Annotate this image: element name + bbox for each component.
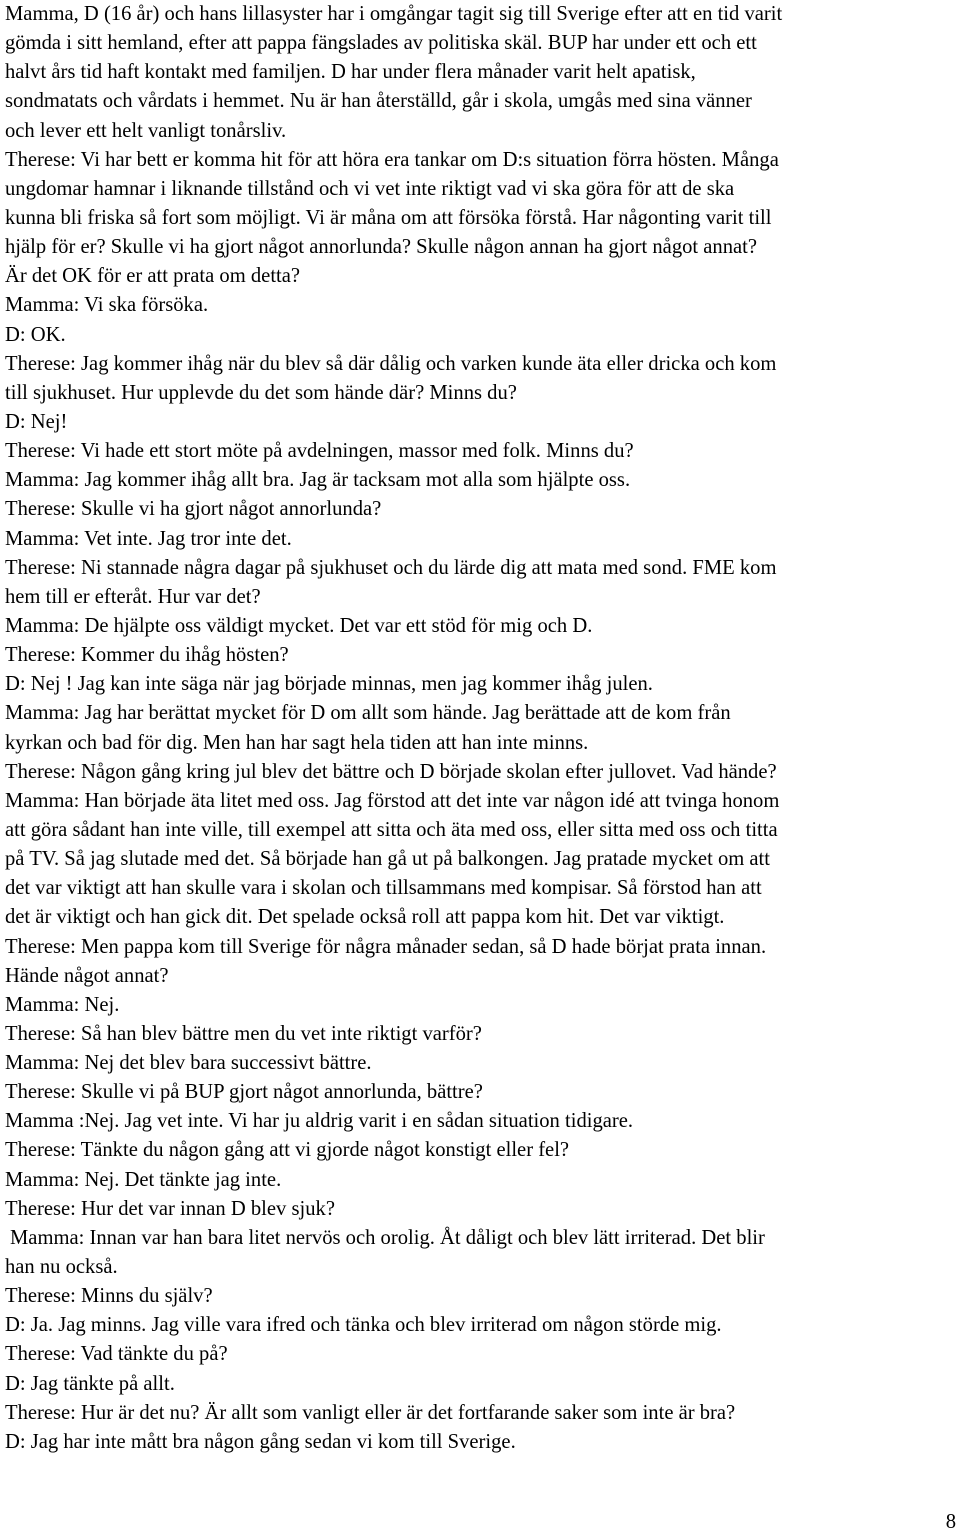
text-line: D: Nej! [5,410,68,433]
text-line: D: Jag har inte mått bra någon gång sedan vi kom till Sverige. [5,1430,516,1453]
text-line: det är viktigt och han gick dit. Det spelade också roll att pappa kom hit. Det var viktigt. [5,906,725,929]
text-line: D: Ja. Jag minns. Jag ville vara ifred och tänka och blev irriterad om någon störde mig. [5,1314,722,1337]
text-line: Therese: Jag kommer ihåg när du blev så där dålig och varken kunde äta eller dricka och kom [5,352,777,375]
text-line: Mamma, D (16 år) och hans lillasyster har i omgångar tagit sig till Sverige efter att en tid varit [5,3,783,25]
text-line: Therese: Vad tänkte du på? [5,1343,228,1366]
page-number: 8 [945,1511,956,1533]
text-line: Therese: Skulle vi på BUP gjort något annorlunda, bättre? [5,1081,483,1104]
text-line: Mamma: De hjälpte oss väldigt mycket. Det var ett stöd för mig och D. [5,614,593,637]
text-line: Therese: Hur det var innan D blev sjuk? [5,1197,335,1220]
text-line: Mamma: Jag kommer ihåg allt bra. Jag är tacksam mot alla som hjälpte oss. [5,469,631,492]
text-line: på TV. Så jag slutade med det. Så började han gå ut på balkongen. Jag pratade mycket om att [5,848,770,871]
text-line: Mamma: Vi ska försöka. [5,294,209,317]
text-line: Therese: Men pappa kom till Sverige för några månader sedan, så D hade börjat prata innan. [5,935,767,958]
text-line: Therese: Vi hade ett stort möte på avdelningen, massor med folk. Minns du? [5,440,634,463]
text-line: Mamma: Nej. [5,993,120,1016]
text-line: halvt års tid haft kontakt med familjen. D har under flera månader varit helt apatisk, [5,61,696,84]
text-line: D: Jag tänkte på allt. [5,1372,175,1395]
text-line: Therese: Ni stannade några dagar på sjukhuset och du lärde dig att mata med sond. FME kom [5,556,777,579]
text-line: Therese: Tänkte du någon gång att vi gjorde något konstigt eller fel? [5,1139,570,1162]
text-line: Therese: Så han blev bättre men du vet inte riktigt varför? [5,1022,482,1045]
text-line: Mamma: Vet inte. Jag tror inte det. [5,527,292,550]
text-line: att göra sådant han inte ville, till exempel att sitta och äta med oss, eller sitta med oss och titta [5,818,778,841]
text-line: Therese: Skulle vi ha gjort något annorlunda? [5,498,382,521]
text-line: det var viktigt att han skulle vara i skolan och tillsammans med kompisar. Så förstod han att [5,877,762,900]
text-line: Mamma: Nej det blev bara successivt bättre. [5,1052,372,1075]
text-line: Mamma: Innan var han bara litet nervös och orolig. Åt dåligt och blev lätt irriterad. Det blir [10,1226,765,1249]
text-line: Mamma: Jag har berättat mycket för D om allt som hände. Jag berättade att de kom från [5,702,731,725]
text-line: Mamma: Han började äta litet med oss. Jag förstod att det inte var någon idé att tvinga honom [5,789,780,812]
text-line: Therese: Kommer du ihåg hösten? [5,644,289,667]
text-line: hem till er efteråt. Hur var det? [5,585,261,608]
text-line: Är det OK för er att prata om detta? [5,265,301,288]
text-line: och lever ett helt vanligt tonårsliv. [5,119,287,142]
text-line: Therese: Vi har bett er komma hit för att höra era tankar om D:s situation förra hösten. Många [5,148,779,171]
text-line: sondmatats och vårdats i hemmet. Nu är han återställd, går i skola, umgås med sina vänner [5,90,752,113]
text-line: han nu också. [5,1256,118,1279]
text-line: kyrkan och bad för dig. Men han har sagt hela tiden att han inte minns. [5,731,589,754]
document-body [5,0,955,1457]
text-line: Mamma: Nej. Det tänkte jag inte. [5,1168,282,1191]
text-line: Therese: Hur är det nu? Är allt som vanligt eller är det fortfarande saker som inte är bra? [5,1401,736,1424]
text-line: ungdomar hamnar i liknande tillstånd och vi vet inte riktigt vad vi ska göra för att de ska [5,177,735,200]
text-line: kunna bli friska så fort som möjligt. Vi är måna om att försöka förstå. Har någonting varit till [5,206,772,229]
text-line: hjälp för er? Skulle vi ha gjort något annorlunda? Skulle någon annan ha gjort något annat? [5,236,758,259]
text-line: Mamma :Nej. Jag vet inte. Vi har ju aldrig varit i en sådan situation tidigare. [5,1110,634,1133]
text-line: Therese: Någon gång kring jul blev det bättre och D började skolan efter jullovet. Vad hände? [5,760,777,783]
text-line: D: Nej ! Jag kan inte säga när jag började minnas, men jag kommer ihåg julen. [5,673,653,696]
text-line: D: OK. [5,323,66,346]
text-line: Hände något annat? [5,964,169,987]
text-line: gömda i sitt hemland, efter att pappa fängslades av politiska skäl. BUP har under ett och ett [5,32,757,55]
text-line: till sjukhuset. Hur upplevde du det som hände där? Minns du? [5,381,517,404]
text-line: Therese: Minns du själv? [5,1285,213,1308]
